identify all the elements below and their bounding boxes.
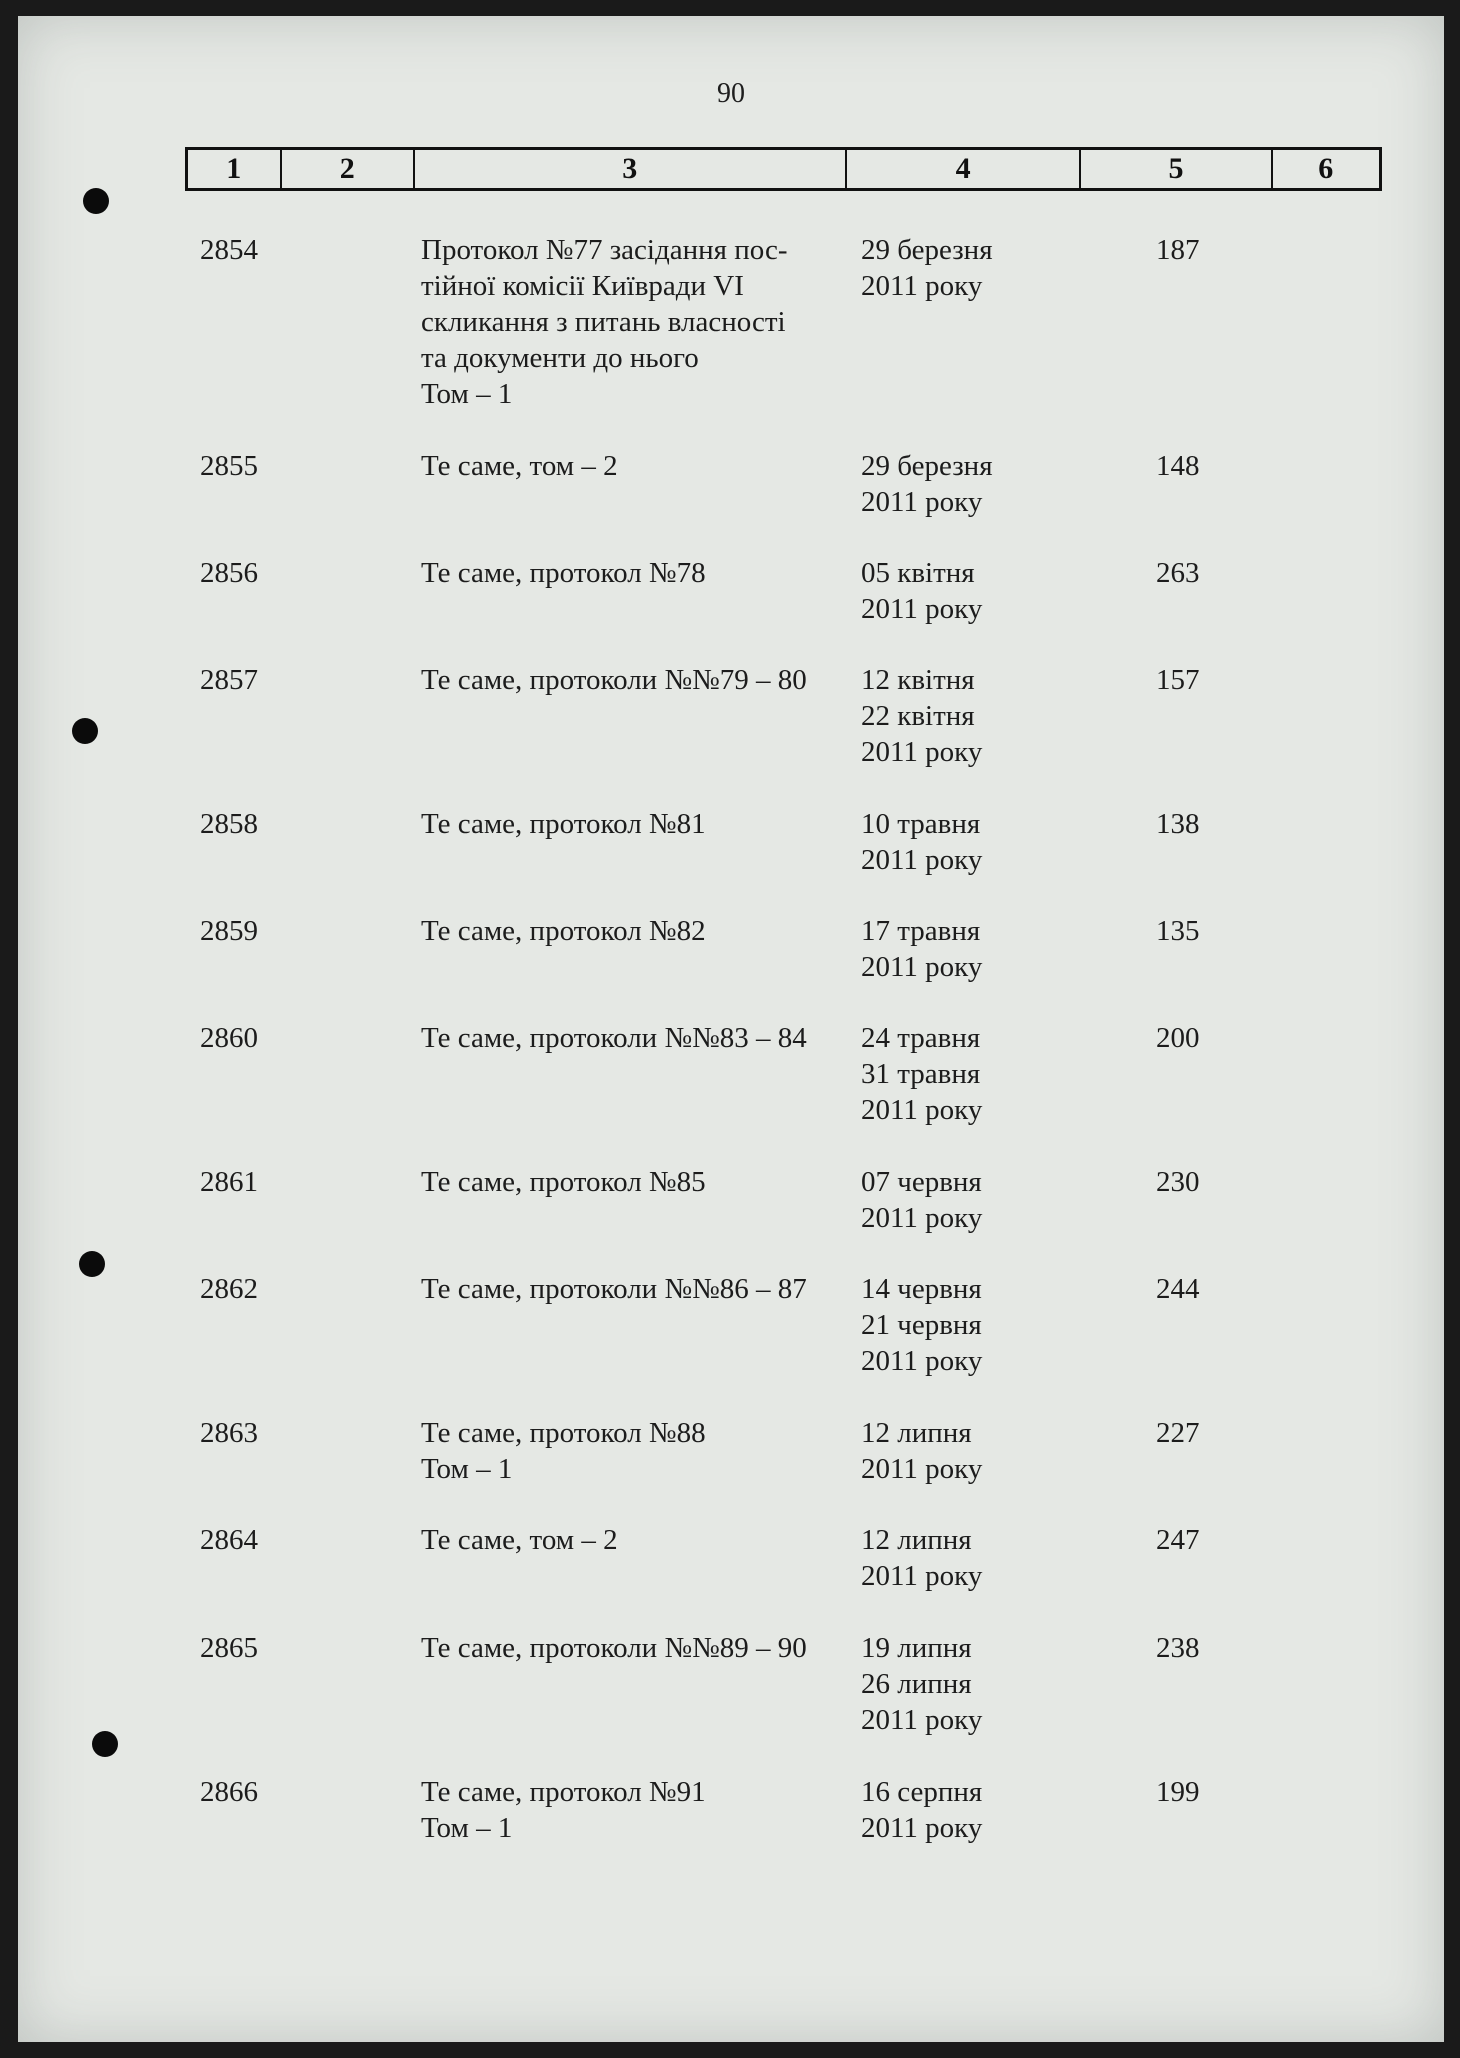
row-number: 2863: [200, 1417, 258, 1449]
date-line: 2011 року: [861, 486, 983, 518]
row-date: [861, 1522, 1081, 1594]
description-line: Том – 1: [421, 378, 513, 410]
description-line: Том – 1: [421, 1453, 513, 1485]
row-date: [861, 1415, 1081, 1487]
row-page-count: 157: [1156, 664, 1200, 696]
row-description: [421, 806, 861, 842]
row-date: [861, 555, 1081, 627]
description-line: Протокол №77 засідання пос-: [421, 234, 788, 266]
row-page-count: 263: [1156, 557, 1200, 589]
description-line: Те саме, протокол №85: [421, 1166, 706, 1198]
date-line: 12 липня: [861, 1524, 972, 1556]
description-line: Те саме, протоколи №№89 – 90: [421, 1632, 807, 1664]
row-number: 2864: [200, 1524, 258, 1556]
row-description: [421, 1020, 861, 1056]
row-page-count: 148: [1156, 450, 1200, 482]
row-date: [861, 1020, 1081, 1128]
date-line: 22 квітня: [861, 700, 975, 732]
date-line: 2011 року: [861, 593, 983, 625]
row-page-count: 227: [1156, 1417, 1200, 1449]
date-line: 2011 року: [861, 1453, 983, 1485]
date-line: 29 березня: [861, 234, 993, 266]
row-page-count: 247: [1156, 1524, 1200, 1556]
row-date: [861, 913, 1081, 985]
date-line: 29 березня: [861, 450, 993, 482]
description-line: тійної комісії Київради VI: [421, 270, 744, 302]
row-date: [861, 1164, 1081, 1236]
row-page-count: 135: [1156, 915, 1200, 947]
row-page-count: 244: [1156, 1273, 1200, 1305]
row-date: [861, 1774, 1081, 1846]
row-date: [861, 1630, 1081, 1738]
row-number: 2866: [200, 1776, 258, 1808]
row-number: 2855: [200, 450, 258, 482]
date-line: 10 травня: [861, 808, 981, 840]
date-line: 17 травня: [861, 915, 981, 947]
column-header-4: 4: [847, 150, 1082, 188]
row-number: 2854: [200, 234, 258, 266]
row-number: 2860: [200, 1022, 258, 1054]
row-description: [421, 662, 861, 698]
punch-hole: [92, 1731, 118, 1757]
date-line: 2011 року: [861, 951, 983, 983]
description-line: Те саме, протокол №81: [421, 808, 706, 840]
date-line: 2011 року: [861, 1345, 983, 1377]
description-line: Те саме, том – 2: [421, 450, 618, 482]
date-line: 07 червня: [861, 1166, 982, 1198]
punch-hole: [79, 1251, 105, 1277]
date-line: 2011 року: [861, 1704, 983, 1736]
date-line: 24 травня: [861, 1022, 981, 1054]
row-description: [421, 1415, 861, 1487]
row-description: [421, 1522, 861, 1558]
row-date: [861, 806, 1081, 878]
row-description: [421, 1164, 861, 1200]
date-line: 12 квітня: [861, 664, 975, 696]
column-header-6: 6: [1318, 152, 1334, 185]
row-page-count: 238: [1156, 1632, 1200, 1664]
document-page: [18, 16, 1444, 2042]
row-date: [861, 662, 1081, 770]
date-line: 2011 року: [861, 1094, 983, 1126]
date-line: 05 квітня: [861, 557, 975, 589]
row-number: 2859: [200, 915, 258, 947]
row-description: [421, 1774, 861, 1846]
row-number: 2862: [200, 1273, 258, 1305]
date-line: 2011 року: [861, 270, 983, 302]
punch-hole: [72, 718, 98, 744]
column-header-5: 5: [1081, 150, 1272, 188]
column-header-1: 1: [188, 150, 282, 188]
date-line: 14 червня: [861, 1273, 982, 1305]
date-line: 2011 року: [861, 1202, 983, 1234]
description-line: Те саме, том – 2: [421, 1524, 618, 1556]
row-page-count: 199: [1156, 1776, 1200, 1808]
date-line: 2011 року: [861, 736, 983, 768]
row-description: [421, 1271, 861, 1307]
date-line: 21 червня: [861, 1309, 982, 1341]
row-date: [861, 1271, 1081, 1379]
description-line: скликання з питань власності: [421, 306, 786, 338]
row-page-count: 138: [1156, 808, 1200, 840]
row-description: [421, 555, 861, 591]
description-line: та документи до нього: [421, 342, 699, 374]
date-line: 26 липня: [861, 1668, 972, 1700]
description-line: Те саме, протоколи №№83 – 84: [421, 1022, 807, 1054]
column-header-2: 2: [282, 150, 415, 188]
row-description: [421, 448, 861, 484]
description-line: Те саме, протокол №78: [421, 557, 706, 589]
description-line: Те саме, протоколи №№79 – 80: [421, 664, 807, 696]
description-line: Те саме, протоколи №№86 – 87: [421, 1273, 807, 1305]
date-line: 2011 року: [861, 844, 983, 876]
description-line: Те саме, протокол №82: [421, 915, 706, 947]
page-number: 90: [717, 78, 745, 109]
table-header: [185, 147, 1382, 191]
row-date: [861, 448, 1081, 520]
row-page-count: 230: [1156, 1166, 1200, 1198]
description-line: Те саме, протокол №88: [421, 1417, 706, 1449]
date-line: 19 липня: [861, 1632, 972, 1664]
row-number: 2856: [200, 557, 258, 589]
row-number: 2865: [200, 1632, 258, 1664]
description-line: Те саме, протокол №91: [421, 1776, 706, 1808]
row-page-count: 200: [1156, 1022, 1200, 1054]
row-number: 2857: [200, 664, 258, 696]
row-page-count: 187: [1156, 234, 1200, 266]
date-line: 2011 року: [861, 1812, 983, 1844]
punch-hole: [83, 188, 109, 214]
date-line: 2011 року: [861, 1560, 983, 1592]
row-description: [421, 1630, 861, 1666]
description-line: Том – 1: [421, 1812, 513, 1844]
date-line: 16 серпня: [861, 1776, 983, 1808]
row-description: [421, 913, 861, 949]
row-number: 2858: [200, 808, 258, 840]
date-line: 31 травня: [861, 1058, 981, 1090]
row-description: [421, 232, 861, 412]
row-date: [861, 232, 1081, 304]
row-number: 2861: [200, 1166, 258, 1198]
date-line: 12 липня: [861, 1417, 972, 1449]
column-header-3: 3: [415, 150, 847, 188]
